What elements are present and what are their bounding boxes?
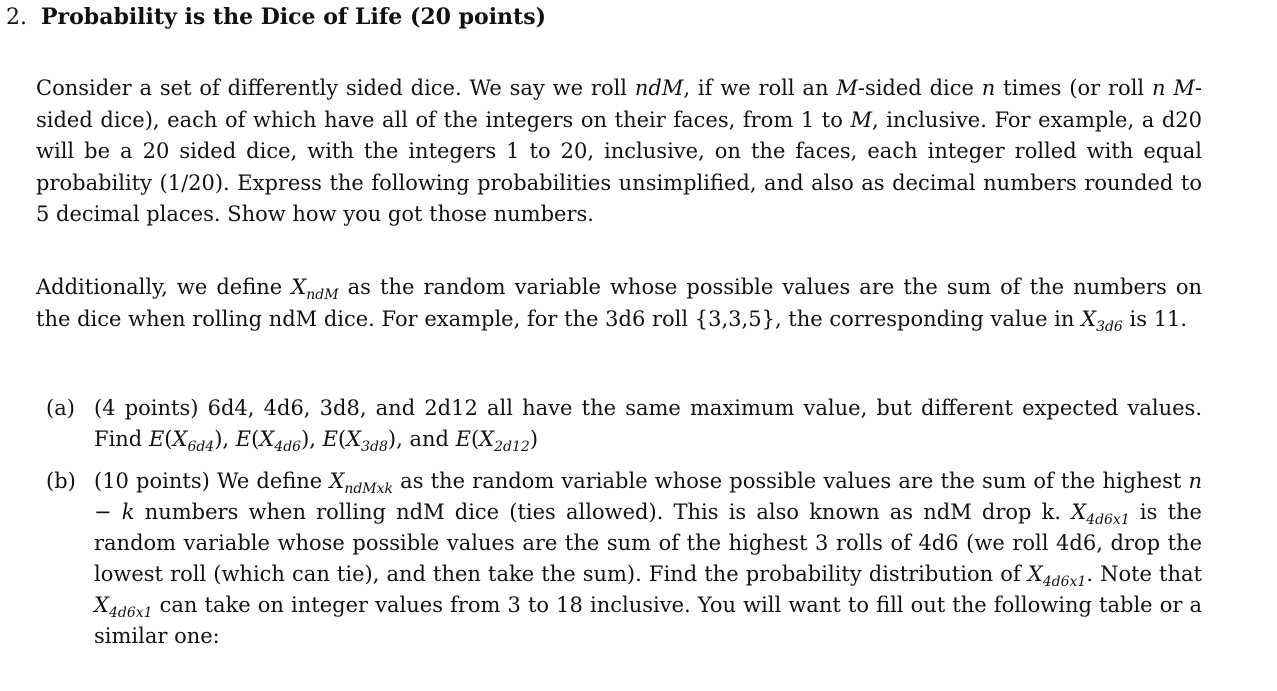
math-subscript: 2d12 — [494, 439, 530, 456]
math-X: X — [479, 427, 495, 451]
part-b-label: (b) — [46, 469, 76, 493]
part-b — [46, 466, 1202, 652]
text-run: numbers when rolling ndM dice (ties allowed). This is also known as ndM drop k. — [134, 500, 1072, 524]
text-run: is 11. — [1122, 306, 1188, 331]
math-ndM: ndM — [634, 76, 684, 100]
math-E: E — [455, 427, 471, 451]
part-a-label: (a) — [46, 396, 75, 420]
part-a — [46, 393, 1202, 455]
math-n: n — [1188, 469, 1203, 493]
math-k: k — [121, 500, 135, 524]
text-run: is the random variable whose possible values are the sum of the highest 3 rolls of 4d6 (we roll 4d6, drop the lowest roll (which can tie), and then take the sum). Find the probability distribution of — [94, 500, 1202, 586]
math-operator: − — [94, 500, 122, 524]
text-run: Additionally, we define — [36, 275, 292, 299]
text-run: , and — [396, 427, 456, 451]
definition-paragraph — [36, 272, 1202, 335]
text-run: , inclusive. For example, a d20 will be a 20 sided dice, with the integers 1 to 20, inclusive, on the faces, each integer rolled with equal probability (1/20). Express the following probabilities unsimplified, and also as decimal numbers rounded to 5 decimal places. Show how you got those numbers. — [36, 107, 1202, 226]
problem-heading — [6, 2, 546, 33]
text-run: . Note that — [1086, 562, 1202, 586]
math-M: M — [1173, 76, 1195, 100]
math-X: X — [1027, 562, 1043, 586]
part-b-body — [94, 466, 1202, 652]
math-M: M — [836, 76, 858, 100]
math-subscript: 6d4 — [187, 439, 215, 456]
problem-title: Probability is the Dice of Life (20 points) — [41, 4, 547, 30]
math-subscript: 3d8 — [361, 439, 388, 456]
text-run: times (or roll — [995, 76, 1152, 100]
problem-number: 2. — [6, 5, 27, 30]
math-X: X — [172, 427, 188, 451]
text-run: , if we roll an — [683, 76, 837, 100]
text-run: can take on integer values from 3 to 18 inclusive. You will want to fill out the following table or a similar one: — [94, 593, 1202, 648]
math-subscript: ndMxk — [344, 481, 394, 498]
math-X: X — [346, 427, 362, 451]
math-subscript: ndM — [306, 287, 339, 304]
math-M: M — [850, 107, 872, 132]
text-run: Consider a set of differently sided dice. We say we roll — [36, 76, 635, 100]
math-subscript: 4d6x1 — [108, 605, 153, 622]
text-run: , — [222, 427, 236, 451]
math-subscript: 4d6x1 — [1086, 512, 1130, 529]
text-run: as the random variable whose possible values are the sum of the highest — [393, 469, 1189, 493]
text-run: (10 points) We define — [94, 469, 330, 493]
text-run: as the random variable whose possible values are the sum of the numbers on the dice when rolling ndM dice. For example, for the 3d6 roll {3,3,5}, the corresponding value in — [36, 275, 1202, 331]
text-run: -sided dice), each of which have all of the integers on their faces, from 1 to — [36, 76, 1202, 132]
part-a-body: (4 points) 6d4, 4d6, 3d8, and 2d12 all have the same maximum value, but different expected values. Find $E(X_{6d4})$, $E(X_{4d6})$, $E(X_{3d8})$, and $E(X_{2d12})$ — [94, 396, 1202, 456]
math-n: n — [1151, 76, 1166, 100]
text-run: (4 points) 6d4, 4d6, 3d8, and 2d12 all have the same maximum value, but different expected values. Find — [94, 396, 1202, 451]
math-subscript: 4d6x1 — [1042, 574, 1087, 591]
math-subscript: 4d6 — [274, 439, 302, 456]
math-E: E — [148, 427, 165, 451]
math-X: X — [94, 593, 109, 617]
math-E: E — [322, 427, 338, 451]
math-X: X — [291, 275, 307, 299]
math-X: X — [1081, 306, 1097, 331]
math-X: X — [259, 427, 275, 451]
intro-paragraph — [36, 73, 1202, 231]
math-X: X — [329, 469, 345, 493]
math-X: X — [1071, 500, 1087, 524]
math-E: E — [235, 427, 252, 451]
text-run: -sided dice — [857, 76, 982, 100]
math-n: n — [981, 76, 996, 100]
math-subscript: 3d6 — [1096, 318, 1123, 335]
text-run: , — [309, 427, 323, 451]
